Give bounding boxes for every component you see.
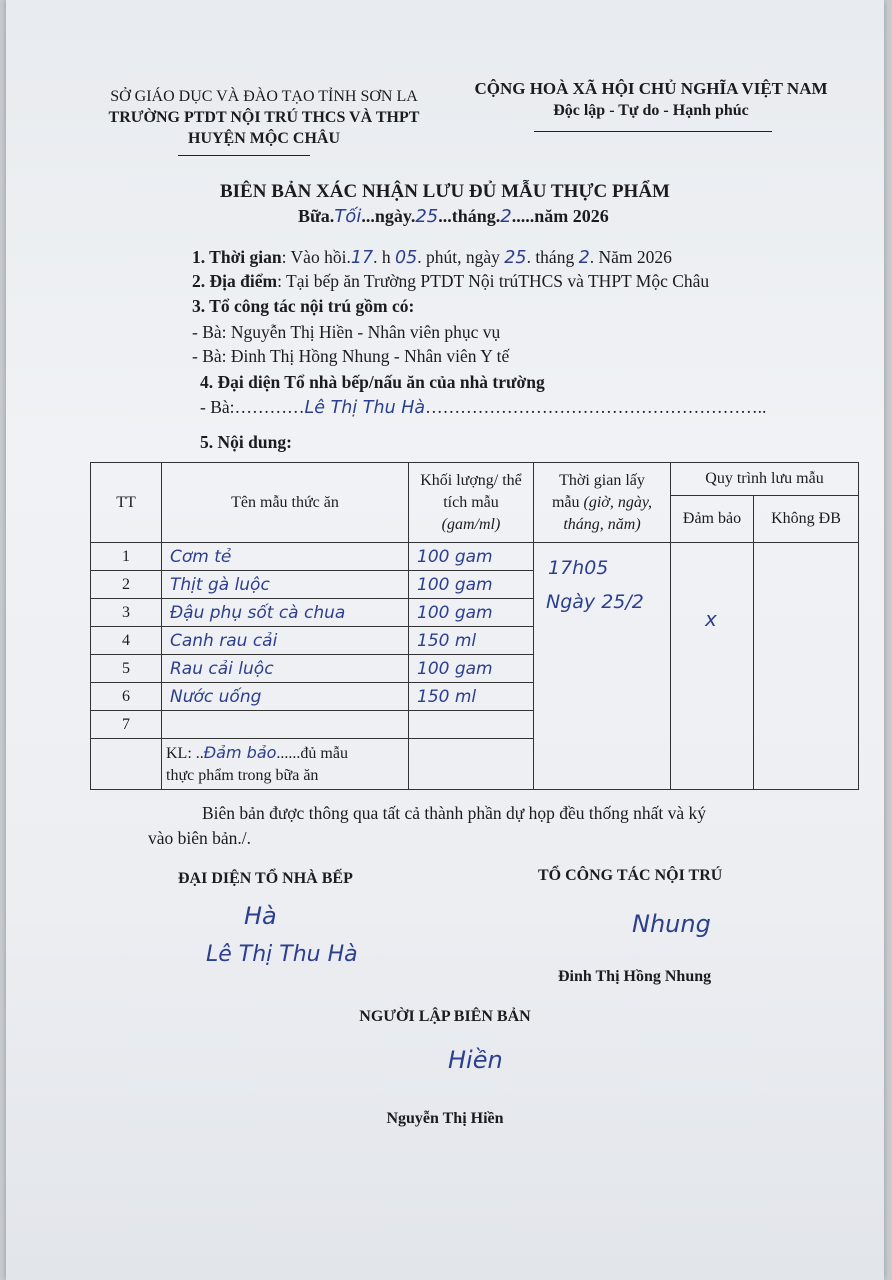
header-time-line2-italic: (giờ, ngày, [583, 493, 653, 511]
kitchen-rep-prefix: - Bà:………… [200, 397, 305, 417]
header-not-ok: Không ĐB [754, 496, 859, 543]
row-mass [409, 711, 534, 739]
time-hour: 17 [350, 248, 374, 268]
header-right-underline [534, 131, 772, 132]
section-time-text-c: . phút, ngày [417, 247, 500, 267]
row-tt: 1 [91, 543, 162, 571]
sample-time: 17h05 [548, 557, 609, 579]
row-food-name: Rau cải luộc [162, 655, 409, 683]
board-signed-name: Đinh Thị Hồng Nhung [558, 968, 712, 985]
row-food-name [162, 711, 409, 739]
conclusion-prefix: KL: .. [166, 744, 204, 762]
team-member-2: - Bà: Đinh Thị Hồng Nhung - Nhân viên Y tế [192, 346, 510, 366]
section-kitchen-label: 4. Đại diện Tổ nhà bếp/nấu ăn của nhà trường [200, 372, 545, 392]
day-value: 25 [415, 206, 439, 227]
section-time-text-e: . Năm 2026 [589, 247, 672, 267]
row-food-name: Cơm tẻ [162, 543, 409, 571]
time-minute: 05 [394, 248, 418, 268]
board-signature: Nhung [632, 910, 711, 938]
header-left-underline [178, 155, 310, 156]
conclusion-suffix: ......đủ mẫu [276, 744, 348, 762]
header-time-line2 [534, 492, 670, 514]
header-time-line2-plain: mẫu [551, 493, 584, 511]
header-mass [409, 463, 534, 543]
meal-line [298, 206, 609, 227]
document-title: BIÊN BẢN XÁC NHẬN LƯU ĐỦ MẪU THỰC PHẨM [219, 181, 670, 202]
meal-prefix: Bữa. [298, 206, 335, 226]
republic-name: CỘNG HOÀ XÃ HỘI CHỦ NGHĨA VIỆT NAM [474, 79, 828, 98]
conclusion-tt-empty [91, 739, 162, 790]
section-time-label: 1. Thời gian [192, 247, 282, 267]
header-procedure: Quy trình lưu mẫu [671, 463, 859, 496]
section-time [192, 245, 672, 270]
day-label: ...ngày. [361, 206, 416, 226]
row-food-name: Đậu phụ sốt cà chua [162, 599, 409, 627]
header-time-line3: tháng, năm) [563, 515, 641, 533]
row-food-name: Canh rau cải [162, 627, 409, 655]
conclusion-line2: thực phẩm trong bữa ăn [166, 766, 319, 784]
header-mass-line3: (gam/ml) [441, 515, 501, 533]
section-location [192, 269, 709, 293]
ok-cell [671, 543, 754, 790]
time-month: 2 [578, 248, 590, 268]
kitchen-signature: Hà [244, 902, 277, 930]
ok-mark: x [705, 607, 717, 631]
section-content-label: 5. Nội dung: [200, 432, 292, 452]
row-tt: 2 [91, 571, 162, 599]
header-right [466, 78, 836, 122]
row-mass: 100 gam [409, 543, 534, 571]
record-maker-title: NGƯỜI LẬP BIÊN BẢN [359, 1008, 531, 1025]
section-time-text-d: . tháng [526, 247, 575, 267]
conclusion-line1 [166, 742, 408, 765]
month-label: ...tháng. [438, 206, 501, 226]
row-mass: 150 ml [409, 627, 534, 655]
meal-value: Tối [334, 206, 362, 227]
table-header-row [91, 463, 859, 496]
sample-date: Ngày 25/2 [546, 591, 644, 613]
section-location-text: : Tại bếp ăn Trường PTDT Nội trúTHCS và THPT Mộc Châu [277, 271, 710, 291]
kitchen-rep-title: ĐẠI DIỆN TỔ NHÀ BẾP [178, 870, 353, 887]
header-mass-line1: Khối lượng/ thể [420, 471, 522, 489]
time-cell [534, 543, 671, 790]
department-name: SỞ GIÁO DỤC VÀ ĐÀO TẠO TỈNH SƠN LA [110, 88, 418, 105]
row-tt: 6 [91, 683, 162, 711]
header-left [84, 86, 444, 149]
closing-line1: Biên bản được thông qua tất cả thành phần dự họp đều thống nhất và ký [202, 803, 707, 823]
section-team-label: 3. Tổ công tác nội trú gồm có: [192, 296, 415, 316]
record-maker-signature: Hiền [448, 1046, 503, 1074]
closing-line2: vào biên bản./. [148, 828, 252, 848]
school-name-line2: HUYỆN MỘC CHÂU [188, 130, 340, 147]
team-member-1: - Bà: Nguyễn Thị Hiền - Nhân viên phục vụ [192, 322, 501, 342]
header-food-name: Tên mẫu thức ăn [162, 463, 409, 543]
row-food-name: Nước uống [162, 683, 409, 711]
document-page [6, 0, 884, 1280]
school-name-line1: TRƯỜNG PTDT NỘI TRÚ THCS VÀ THPT [108, 109, 420, 126]
row-mass: 100 gam [409, 599, 534, 627]
conclusion-value: Đảm bảo [203, 742, 277, 762]
row-tt: 5 [91, 655, 162, 683]
kitchen-rep-line [200, 395, 766, 420]
row-tt: 3 [91, 599, 162, 627]
section-location-label: 2. Địa điểm [192, 271, 278, 291]
section-time-text-a: : Vào hồi. [281, 247, 351, 267]
kitchen-rep-dots: ………………………………………………….. [425, 397, 767, 417]
row-tt: 7 [91, 711, 162, 739]
header-tt: TT [91, 463, 162, 543]
header-mass-line2: tích mẫu [443, 493, 499, 511]
row-mass: 150 ml [409, 683, 534, 711]
kitchen-rep-signed-name: Lê Thị Thu Hà [206, 942, 358, 967]
table-row [91, 543, 859, 571]
header-time [534, 463, 671, 543]
record-maker-signed-name: Nguyễn Thị Hiền [386, 1110, 504, 1127]
section-time-text-b: . h [373, 247, 391, 267]
conclusion-cell [162, 739, 409, 790]
row-mass: 100 gam [409, 571, 534, 599]
month-value: 2 [500, 206, 512, 227]
row-mass: 100 gam [409, 655, 534, 683]
food-sample-table [90, 462, 859, 790]
row-tt: 4 [91, 627, 162, 655]
kitchen-rep-name: Lê Thị Thu Hà [304, 398, 426, 418]
motto: Độc lập - Tự do - Hạnh phúc [553, 102, 749, 119]
conclusion-mass-empty [409, 739, 534, 790]
board-title: TỔ CÔNG TÁC NỘI TRÚ [538, 867, 723, 884]
header-ok: Đảm bảo [671, 496, 754, 543]
time-day: 25 [504, 248, 527, 268]
not-ok-cell [754, 543, 859, 790]
year-label: .....năm 2026 [511, 206, 609, 226]
row-food-name: Thịt gà luộc [162, 571, 409, 599]
header-time-line1: Thời gian lấy [559, 471, 645, 489]
